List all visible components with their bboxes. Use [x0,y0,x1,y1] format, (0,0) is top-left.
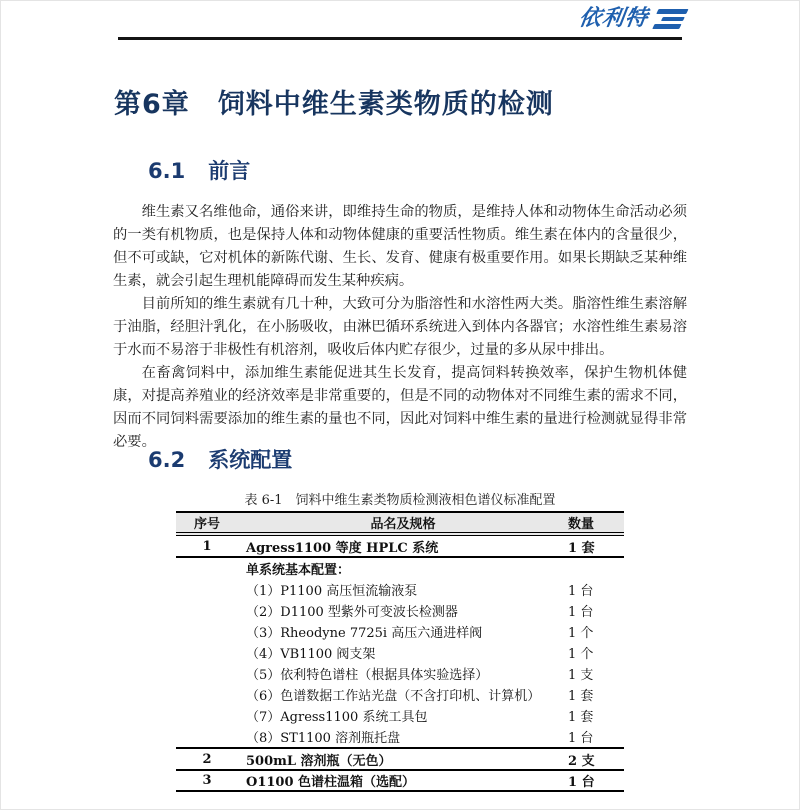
section-title: 系统配置 [208,448,293,472]
section-heading-6-1 [148,155,250,185]
cell-qty: 1 台 [568,731,594,746]
cell-name: O1100 色谱柱温箱（选配） [246,775,416,790]
table-row [176,600,624,621]
cell-name: （2）D1100 型紫外可变波长检测器 [246,605,458,620]
section-number: 6.1 [148,159,186,183]
cell-name: （7）Agress1100 系统工具包 [246,710,428,725]
section-title: 前言 [208,159,251,183]
column-header-name: 品名及规格 [370,517,436,532]
column-header-qty: 数量 [568,517,595,532]
table-row [176,579,624,600]
chapter-title: 第6章 饲料中维生素类物质的检测 [114,89,554,120]
column-header-no: 序号 [193,517,220,532]
table-row [176,684,624,705]
cell-qty: 1 套 [568,689,594,704]
section-number: 6.2 [148,448,186,472]
table-row [176,663,624,684]
table-row [176,642,624,663]
cell-name: Agress1100 等度 HPLC 系统 [246,540,439,556]
paragraph: 维生素又名维他命，通俗来讲，即维持生命的物质，是维持人体和动物体生命活动必须的一类有机物质，也是保持人体和动物体健康的重要活性物质。维生素在体内的含量很少，但不可或缺，它对机体的新陈代谢、生长、发育、健康有极重要作用。如果长期缺乏某种维生素，就会引起生理机能障碍而发生某种疾病。 [113,204,687,289]
cell-qty: 1 套 [568,540,595,556]
triple-bar-icon [649,9,688,29]
cell-no: 2 [202,751,212,767]
cell-no: 3 [202,773,212,788]
cell-name: （5）依利特色谱柱（根据具体实验选择） [246,668,489,683]
cell-name: 单系统基本配置： [246,563,351,578]
cell-qty: 1 个 [568,647,594,662]
cell-qty: 1 个 [568,626,594,641]
cell-name: （3）Rheodyne 7725i 高压六通进样阀 [246,626,483,641]
cell-name: （6）色谱数据工作站光盘（不含打印机、计算机） [246,689,541,704]
table-row [176,621,624,642]
paragraph: 目前所知的维生素就有几十种，大致可分为脂溶性和水溶性两大类。脂溶性维生素溶解于油脂，经胆汁乳化，在小肠吸收，由淋巴循环系统进入到体内各器官；水溶性维生素易溶于水而不易溶于非极性有机溶剂，吸收后体内贮存很少，过量的多从尿中排出。 [113,296,687,358]
table-caption: 表 6-1 饲料中维生素类物质检测液相色谱仪标准配置 [244,493,556,508]
brand-logo [579,4,684,34]
cell-qty: 1 台 [568,584,594,599]
table-row [176,747,624,769]
table-row [176,726,624,747]
paragraph: 在畜禽饲料中，添加维生素能促进其生长发育，提高饲料转换效率，保护生物机体健康，对提高养殖业的经济效率是非常重要的，但是不同的动物体对不同维生素的需求不同，因而不同饲料需要添加的维生素的量也不同，因此对饲料中维生素的量进行检测就显得非常必要。 [113,365,687,450]
cell-qty: 2 支 [568,753,595,769]
table-row [176,705,624,726]
table-row [176,536,624,558]
table-row [176,558,624,579]
table-row [176,769,624,792]
cell-qty: 1 台 [568,775,595,790]
brand-logo-text: 依利特 [577,6,650,31]
cell-name: （1）P1100 高压恒流输液泵 [246,584,418,599]
header-divider [118,37,682,40]
table-header-row [176,511,624,536]
cell-no: 1 [202,538,212,554]
cell-name: （8）ST1100 溶剂瓶托盘 [246,731,401,746]
section-heading-6-2 [148,444,292,474]
cell-qty: 1 支 [568,668,594,683]
configuration-table [176,511,624,792]
body-text [113,201,687,454]
cell-name: 500mL 溶剂瓶（无色） [246,753,392,769]
cell-qty: 1 台 [568,605,594,620]
cell-qty: 1 套 [568,710,594,725]
cell-name: （4）VB1100 阀支架 [246,647,376,662]
